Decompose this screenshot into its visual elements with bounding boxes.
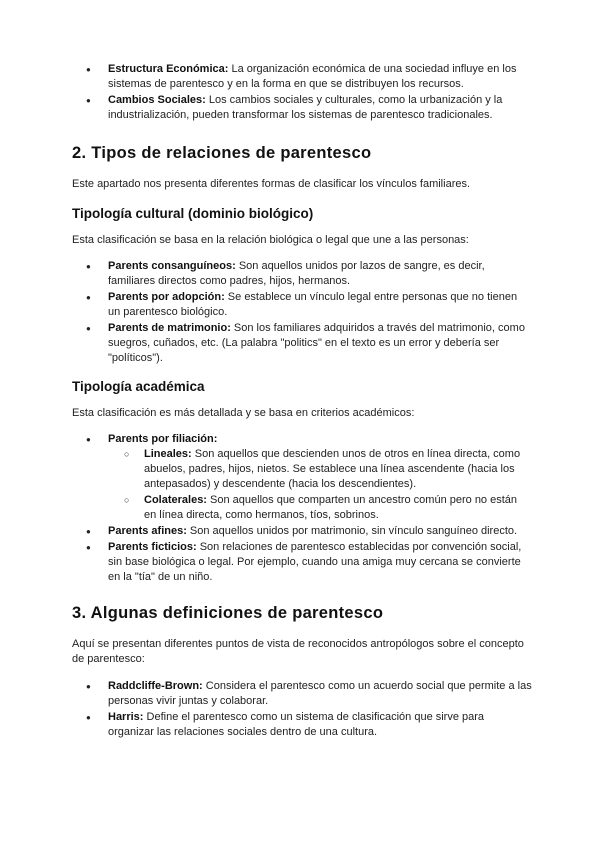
cultural-typology-list <box>72 259 532 366</box>
section-3-intro: Aquí se presentan diferentes puntos de vista de reconocidos antropólogos sobre el concepto de parentesco: <box>72 638 524 665</box>
list-item-text: Son relaciones de parentesco establecidas por convención social, sin base biológica o legal. Por ejemplo, cuando una amiga muy cercana se convierte en la "tía" de un niño. <box>108 541 522 583</box>
list-item-text: Considera el parentesco como un acuerdo social que permite a las personas vivir juntas y colaborar. <box>108 680 532 707</box>
list-item-term: Parents de matrimonio: <box>108 322 231 334</box>
list-item-term: Parents por filiación: <box>108 433 218 445</box>
list-item-term: Parents ficticios: <box>108 541 197 553</box>
list-item-text: Son los familiares adquiridos a través del matrimonio, como suegros, cuñados, etc. (La palabra "politics" en el texto es un error y debería ser "políticos"). <box>108 322 525 364</box>
list-item-term: Cambios Sociales: <box>108 94 206 106</box>
list-item <box>72 62 532 92</box>
document-content <box>72 62 532 741</box>
list-item-term: Harris: <box>108 711 144 723</box>
list-item <box>72 321 532 366</box>
list-item-text: La organización económica de una sociedad influye en los sistemas de parentesco y en la forma en que se distribuyen los recursos. <box>108 63 517 90</box>
top-bullet-list <box>72 62 532 123</box>
list-item <box>72 540 532 585</box>
list-item-text: Son aquellos unidos por matrimonio, sin vínculo sanguíneo directo. <box>186 525 518 537</box>
academic-typology-list <box>72 432 532 585</box>
section-2-intro: Este apartado nos presenta diferentes formas de clasificar los vínculos familiares. <box>72 178 471 190</box>
list-item-text: Son aquellos unidos por lazos de sangre, es decir, familiares directos como padres, hijos, hermanos. <box>108 260 485 287</box>
cultural-typology-intro: Esta clasificación se basa en la relación biológica o legal que une a las personas: <box>72 234 469 246</box>
list-item-term: Raddcliffe-Brown: <box>108 680 203 692</box>
list-item <box>72 432 532 523</box>
list-item-term: Lineales: <box>144 448 192 460</box>
list-item-text: Son aquellos que comparten un ancestro común pero no están en línea directa, como hermanos, tíos, sobrinos. <box>144 494 518 521</box>
list-item-text: Se establece un vínculo legal entre personas que no tienen un parentesco biológico. <box>108 291 518 318</box>
academic-typology-intro: Esta clasificación es más detallada y se basa en criterios académicos: <box>72 407 415 419</box>
list-item-term: Parents consanguíneos: <box>108 260 236 272</box>
list-item-text: Los cambios sociales y culturales, como la urbanización y la industrialización, pueden transformar los sistemas de parentesco tradicionales. <box>108 94 503 121</box>
list-item-text: Son aquellos que descienden unos de otros en línea directa, como abuelos, padres, hijos, nietos. Se establece una línea ascendente (hacia los antepasados) y descendente (hacia los descendientes). <box>144 448 521 490</box>
list-item-term: Estructura Económica: <box>108 63 229 75</box>
section-3-heading: 3. Algunas definiciones de parentesco <box>72 604 384 622</box>
filiation-sublist <box>108 447 532 523</box>
list-item-term: Parents afines: <box>108 525 187 537</box>
definitions-list <box>72 679 532 740</box>
list-item <box>72 290 532 320</box>
list-item <box>72 259 532 289</box>
sub-list-item <box>108 447 532 492</box>
list-item <box>72 93 532 123</box>
sub-list-item <box>108 493 532 523</box>
cultural-typology-heading: Tipología cultural (dominio biológico) <box>72 206 314 221</box>
list-item-text: Define el parentesco como un sistema de clasificación que sirve para organizar las relaciones sociales dentro de una cultura. <box>108 711 485 738</box>
list-item <box>72 524 532 539</box>
list-item-term: Parents por adopción: <box>108 291 225 303</box>
academic-typology-heading: Tipología académica <box>72 379 205 394</box>
section-2-heading: 2. Tipos de relaciones de parentesco <box>72 144 372 162</box>
list-item <box>72 679 532 709</box>
list-item <box>72 710 532 740</box>
list-item-term: Colaterales: <box>144 494 207 506</box>
